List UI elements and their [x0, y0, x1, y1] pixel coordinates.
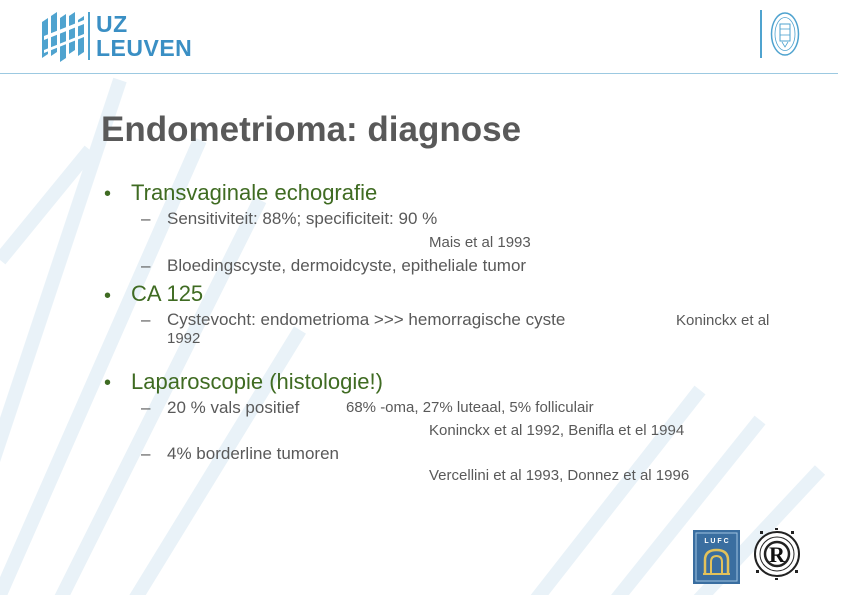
r-quality-seal-icon	[752, 526, 802, 582]
dash-marker: –	[141, 444, 151, 463]
r-quality-seal-letter: R	[769, 542, 785, 567]
header-rule	[0, 73, 838, 74]
slide-title: Endometrioma: diagnose	[101, 110, 522, 149]
uz-leuven-logo-icon	[40, 12, 86, 62]
bullet-laparoscopie: Laparoscopie (histologie!)	[131, 369, 383, 394]
logo-divider	[88, 12, 90, 60]
bullet-transvaginale: Transvaginale echografie	[131, 180, 378, 205]
detail-oma-luteaal: 68% -oma, 27% luteaal, 5% folliculair	[346, 399, 594, 416]
reference-koninckx-benifla: Koninckx et al 1992, Benifla et el 1994	[429, 422, 685, 439]
bullet-marker: •	[104, 372, 112, 394]
dash-marker: –	[141, 398, 151, 417]
ku-leuven-seal-icon	[770, 11, 800, 57]
bullet-ca125: CA 125	[131, 281, 204, 306]
dash-marker: –	[141, 209, 151, 228]
sub-sensitiviteit: Sensitiviteit: 88%; specificiteit: 90 %	[167, 209, 438, 228]
sub-vals-positief: 20 % vals positief	[167, 398, 300, 417]
lufc-label: L U F C	[704, 538, 729, 545]
bullet-marker: •	[104, 183, 112, 205]
logo-text-leuven: LEUVEN	[96, 35, 193, 61]
logo-text-uz: UZ	[96, 11, 128, 37]
reference-koninckx-part2: 1992	[167, 330, 201, 347]
reference-koninckx-part1: Koninckx et al	[676, 312, 770, 329]
dash-marker: –	[141, 310, 151, 329]
reference-vercellini-donnez: Vercellini et al 1993, Donnez et al 1996	[429, 467, 690, 484]
seal-divider	[760, 10, 762, 58]
bullet-marker: •	[104, 285, 112, 307]
lufc-logo-icon	[693, 530, 740, 584]
reference-mais: Mais et al 1993	[429, 234, 531, 251]
dash-marker: –	[141, 256, 151, 275]
sub-borderline: 4% borderline tumoren	[167, 444, 339, 463]
sub-bloedingscyste: Bloedingscyste, dermoidcyste, epitheliale tumor	[167, 256, 527, 275]
sub-cystevocht: Cystevocht: endometrioma >>> hemorragische cyste	[167, 310, 566, 329]
